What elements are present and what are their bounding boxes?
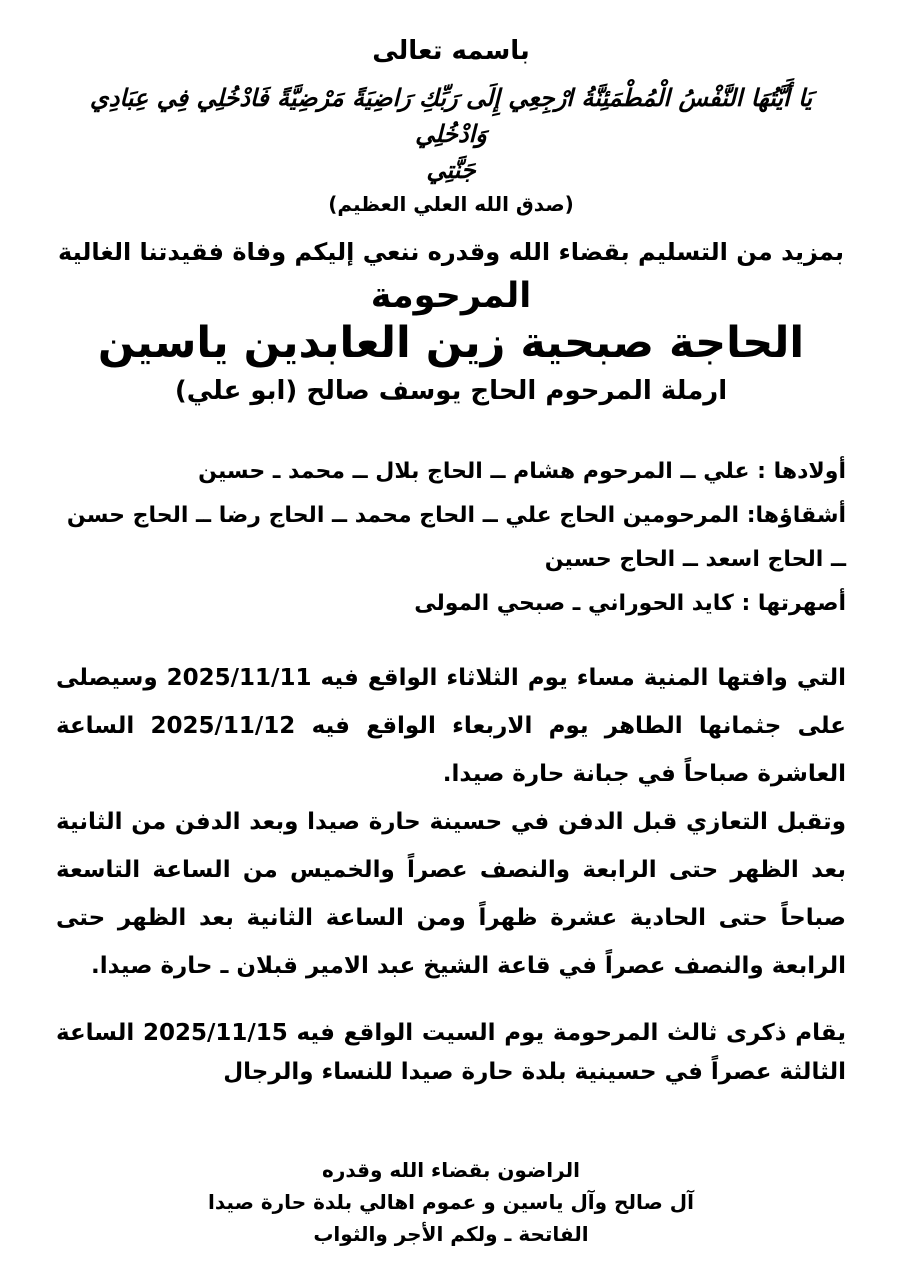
closing-fatiha-line: الفاتحة ـ ولكم الأجر والثواب <box>313 1222 589 1246</box>
quran-verse <box>56 80 846 188</box>
death-details-paragraph: التي وافتها المنية مساء يوم الثلاثاء الواقع فيه 2025/11/11 وسيصلى على جثمانها الطاهر يوم الاربعاء الواقع فيه 2025/11/12 الساعة العاشرة صباحاً في جبانة حارة صيدا. <box>56 665 846 787</box>
widow-of-line: ارملة المرحوم الحاج يوسف صالح (ابو علي) <box>174 376 728 406</box>
sadaqa-line: (صدق الله العلي العظيم) <box>328 192 574 216</box>
children-line: أولادها : علي ــ المرحوم هشام ــ الحاج بلال ــ محمد ـ حسين <box>198 459 846 484</box>
quran-verse-line1: يَا أَيَّتُهَا النَّفْسُ الْمُطْمَئِنَّةُ ارْجِعِي إِلَى رَبِّكِ رَاضِيَةً مَرْضِيَّةً فَادْخُلِي فِي عِبَادِي وَادْخُلِي <box>89 84 813 148</box>
closing-acceptance-line: الراضون بقضاء الله وقدره <box>322 1158 580 1182</box>
deceased-name: الحاجة صبحية زين العابدين ياسين <box>97 318 805 368</box>
deceased-title: المرحومة <box>370 276 532 316</box>
closing-section <box>56 1154 846 1250</box>
condolences-schedule-paragraph: وتقبل التعازي قبل الدفن في حسينة حارة صيدا وبعد الدفن من الثانية بعد الظهر حتى الرابعة والنصف عصراً والخميس من الساعة التاسعة صباحاً حتى الحادية عشرة ظهراً ومن الساعة الثانية بعد الظهر حتى الرابعة والنصف عصراً في قاعة الشيخ عبد الامير قبلان ـ حارة صيدا. <box>56 809 846 979</box>
third-day-memorial-paragraph: يقام ذكرى ثالث المرحومة يوم السيت الواقع فيه 2025/11/15 الساعة الثالثة عصراً في حسينية بلدة حارة صيدا للنساء والرجال <box>56 1020 846 1085</box>
siblings-line: أشقاؤها: المرحومين الحاج علي ــ الحاج محمد ــ الحاج رضا ــ الحاج حسن ــ الحاج اسعد ــ الحاج حسين <box>66 503 846 572</box>
announcement-intro: بمزيد من التسليم بقضاء الله وقدره ننعي إليكم وفاة فقيدتنا الغالية <box>58 238 844 266</box>
closing-families-line: آل صالح وآل ياسين و عموم اهالي بلدة حارة صيدا <box>208 1190 694 1214</box>
basmala-heading: باسمه تعالى <box>372 36 530 66</box>
inlaws-line: أصهرتها : كايد الحوراني ـ صبحي المولى <box>414 591 846 616</box>
family-section <box>56 450 846 626</box>
quran-verse-line2: جَنَّتِي <box>426 156 476 184</box>
